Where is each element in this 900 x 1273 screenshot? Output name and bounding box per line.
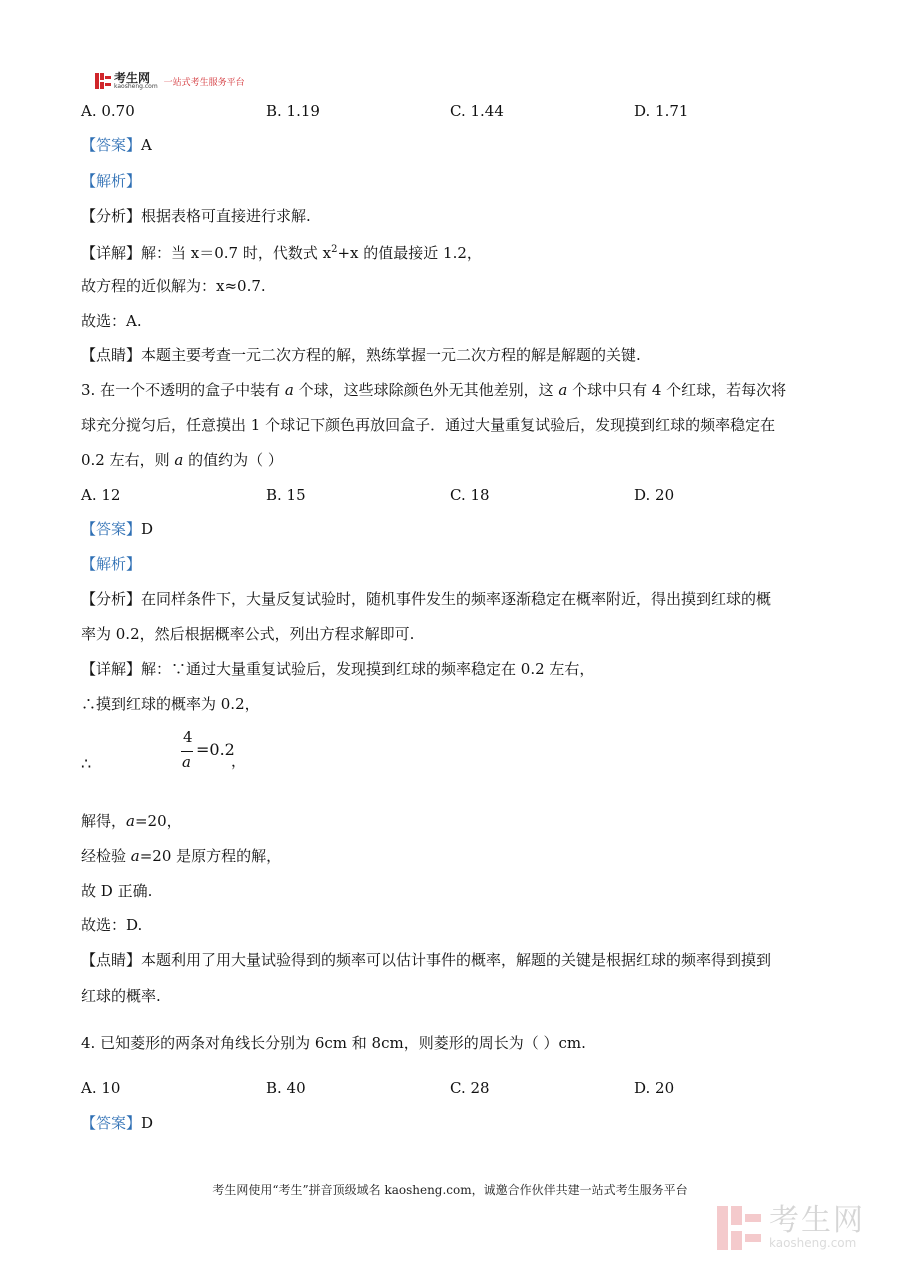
q3-option-d: D. 20 — [634, 486, 675, 504]
q3-stem-line2: 球充分搅匀后，任意摸出 1 个球记下颜色再放回盒子．通过大量重复试验后，发现摸到红球的频率稳定在 — [81, 416, 776, 434]
q3-solve — [81, 811, 182, 831]
fenxi-tag: 【分析】 — [81, 590, 142, 608]
fraction-bar — [181, 751, 193, 752]
var-a: a — [558, 381, 568, 399]
xiangjie-text: 解：∵通过大量重复试验后，发现摸到红球的频率稳定在 0.2 左右， — [141, 660, 595, 678]
check-text-a: 经检验 — [81, 847, 131, 865]
q3-option-a: A. 12 — [81, 486, 121, 504]
answer-tag: 【答案】 — [81, 1114, 142, 1132]
q2-fenxi — [81, 206, 311, 226]
page-footer: 考生网使用“考生”拼音顶级域名 kaosheng.com，诚邀合作伙伴共建一站式考生服务平台 — [212, 1183, 688, 1197]
answer-value: A — [141, 136, 152, 154]
q3-check — [81, 846, 281, 866]
kaosheng-logo-icon — [95, 73, 111, 89]
q3-option-b: B. 15 — [266, 486, 306, 504]
logo-name: 考生网 — [114, 71, 151, 85]
watermark-domain: kaosheng.com — [769, 1236, 857, 1250]
xiangjie-text-a: 解：当 x＝0.7 时，代数式 x — [141, 244, 332, 262]
var-a: a — [174, 451, 184, 469]
q3-correct: 故 D 正确. — [81, 882, 153, 900]
q3-stem-line1 — [81, 380, 786, 400]
q3-answer — [81, 519, 153, 539]
q3-fenxi-line2: 率为 0.2，然后根据概率公式，列出方程求解即可. — [81, 625, 415, 643]
var-a: a — [126, 812, 135, 830]
q4-stem: 4. 已知菱形的两条对角线长分别为 6cm 和 8cm，则菱形的周长为（ ）cm. — [81, 1034, 586, 1052]
watermark-name: 考生网 — [769, 1203, 865, 1238]
q4-answer — [81, 1113, 153, 1133]
q2-answer — [81, 135, 152, 155]
q3-option-c: C. 18 — [450, 486, 490, 504]
q4-option-d: D. 20 — [634, 1079, 675, 1097]
logo-slogan: 一站式考生服务平台 — [163, 77, 245, 88]
fraction-denominator: a — [182, 753, 191, 771]
xiangjie-tag: 【详解】 — [81, 244, 142, 262]
q3-stem-b: 个球，这些球除颜色外无其他差别，这 — [293, 381, 559, 399]
fenxi-text: 在同样条件下，大量反复试验时，随机事件发生的频率逐渐稳定在概率附近，得出摸到红球的概 — [141, 590, 772, 608]
answer-value: D — [141, 520, 154, 538]
solve-text-b: =20， — [134, 812, 182, 830]
q4-option-a: A. 10 — [81, 1079, 121, 1097]
fraction-equation — [81, 728, 247, 778]
q2-option-b: B. 1.19 — [266, 102, 320, 120]
q2-xiangjie — [81, 240, 482, 263]
answer-tag: 【答案】 — [81, 136, 142, 154]
logo-domain: kaosheng.com — [114, 83, 158, 90]
var-a: a — [284, 381, 294, 399]
exponent: 2 — [331, 244, 338, 255]
q3-choose: 故选：D. — [81, 916, 143, 934]
q3-xiangjie — [81, 659, 594, 679]
q2-option-d: D. 1.71 — [634, 102, 689, 120]
xiangjie-text-b: +x 的值最接近 1.2， — [337, 244, 482, 262]
dianjing-text: 本题主要考查一元二次方程的解，熟练掌握一元二次方程的解是解题的关键. — [141, 346, 641, 364]
q2-option-a: A. 0.70 — [81, 102, 135, 120]
q2-option-c: C. 1.44 — [450, 102, 504, 120]
kaosheng-watermark-icon — [717, 1206, 761, 1250]
q3-dianjing-line1 — [81, 950, 771, 970]
check-text-b: =20 是原方程的解， — [139, 847, 282, 865]
q4-option-c: C. 28 — [450, 1079, 490, 1097]
q3-dianjing-line2: 红球的概率. — [81, 987, 161, 1005]
q4-option-b: B. 40 — [266, 1079, 306, 1097]
q3-stem-line3b: 的值约为（ ） — [183, 451, 283, 469]
q3-stem-c: 个球中只有 4 个红球，若每次将 — [567, 381, 787, 399]
dianjing-tag: 【点睛】 — [81, 346, 142, 364]
watermark — [717, 1203, 865, 1250]
fenxi-tag: 【分析】 — [81, 207, 142, 225]
q2-choose: 故选：A. — [81, 312, 142, 330]
q3-stem-a: 3. 在一个不透明的盒子中装有 — [81, 381, 285, 399]
header-logo — [95, 72, 245, 90]
fraction-numerator: 4 — [183, 728, 193, 746]
q3-probability: ∴摸到红球的概率为 0.2， — [81, 695, 260, 713]
therefore-symbol: ∴ — [81, 754, 92, 773]
var-a: a — [130, 847, 140, 865]
q2-analysis-tag: 【解析】 — [81, 172, 142, 190]
q2-approx: 故方程的近似解为：x≈0.7. — [81, 277, 266, 295]
q3-stem-line3a: 0.2 左右，则 — [81, 451, 175, 469]
equation-comma: ， — [231, 752, 247, 770]
q3-fenxi-line1 — [81, 589, 771, 609]
answer-value: D — [141, 1114, 154, 1132]
solve-text-a: 解得， — [81, 812, 127, 830]
equation-rhs: =0.2 — [196, 740, 235, 759]
q3-stem-line3 — [81, 450, 283, 470]
xiangjie-tag: 【详解】 — [81, 660, 142, 678]
dianjing-tag: 【点睛】 — [81, 951, 142, 969]
dianjing-text: 本题利用了用大量试验得到的频率可以估计事件的概率，解题的关键是根据红球的频率得到摸到 — [141, 951, 772, 969]
q2-dianjing — [81, 345, 641, 365]
fenxi-text: 根据表格可直接进行求解. — [141, 207, 311, 225]
q3-analysis-tag: 【解析】 — [81, 555, 142, 573]
answer-tag: 【答案】 — [81, 520, 142, 538]
